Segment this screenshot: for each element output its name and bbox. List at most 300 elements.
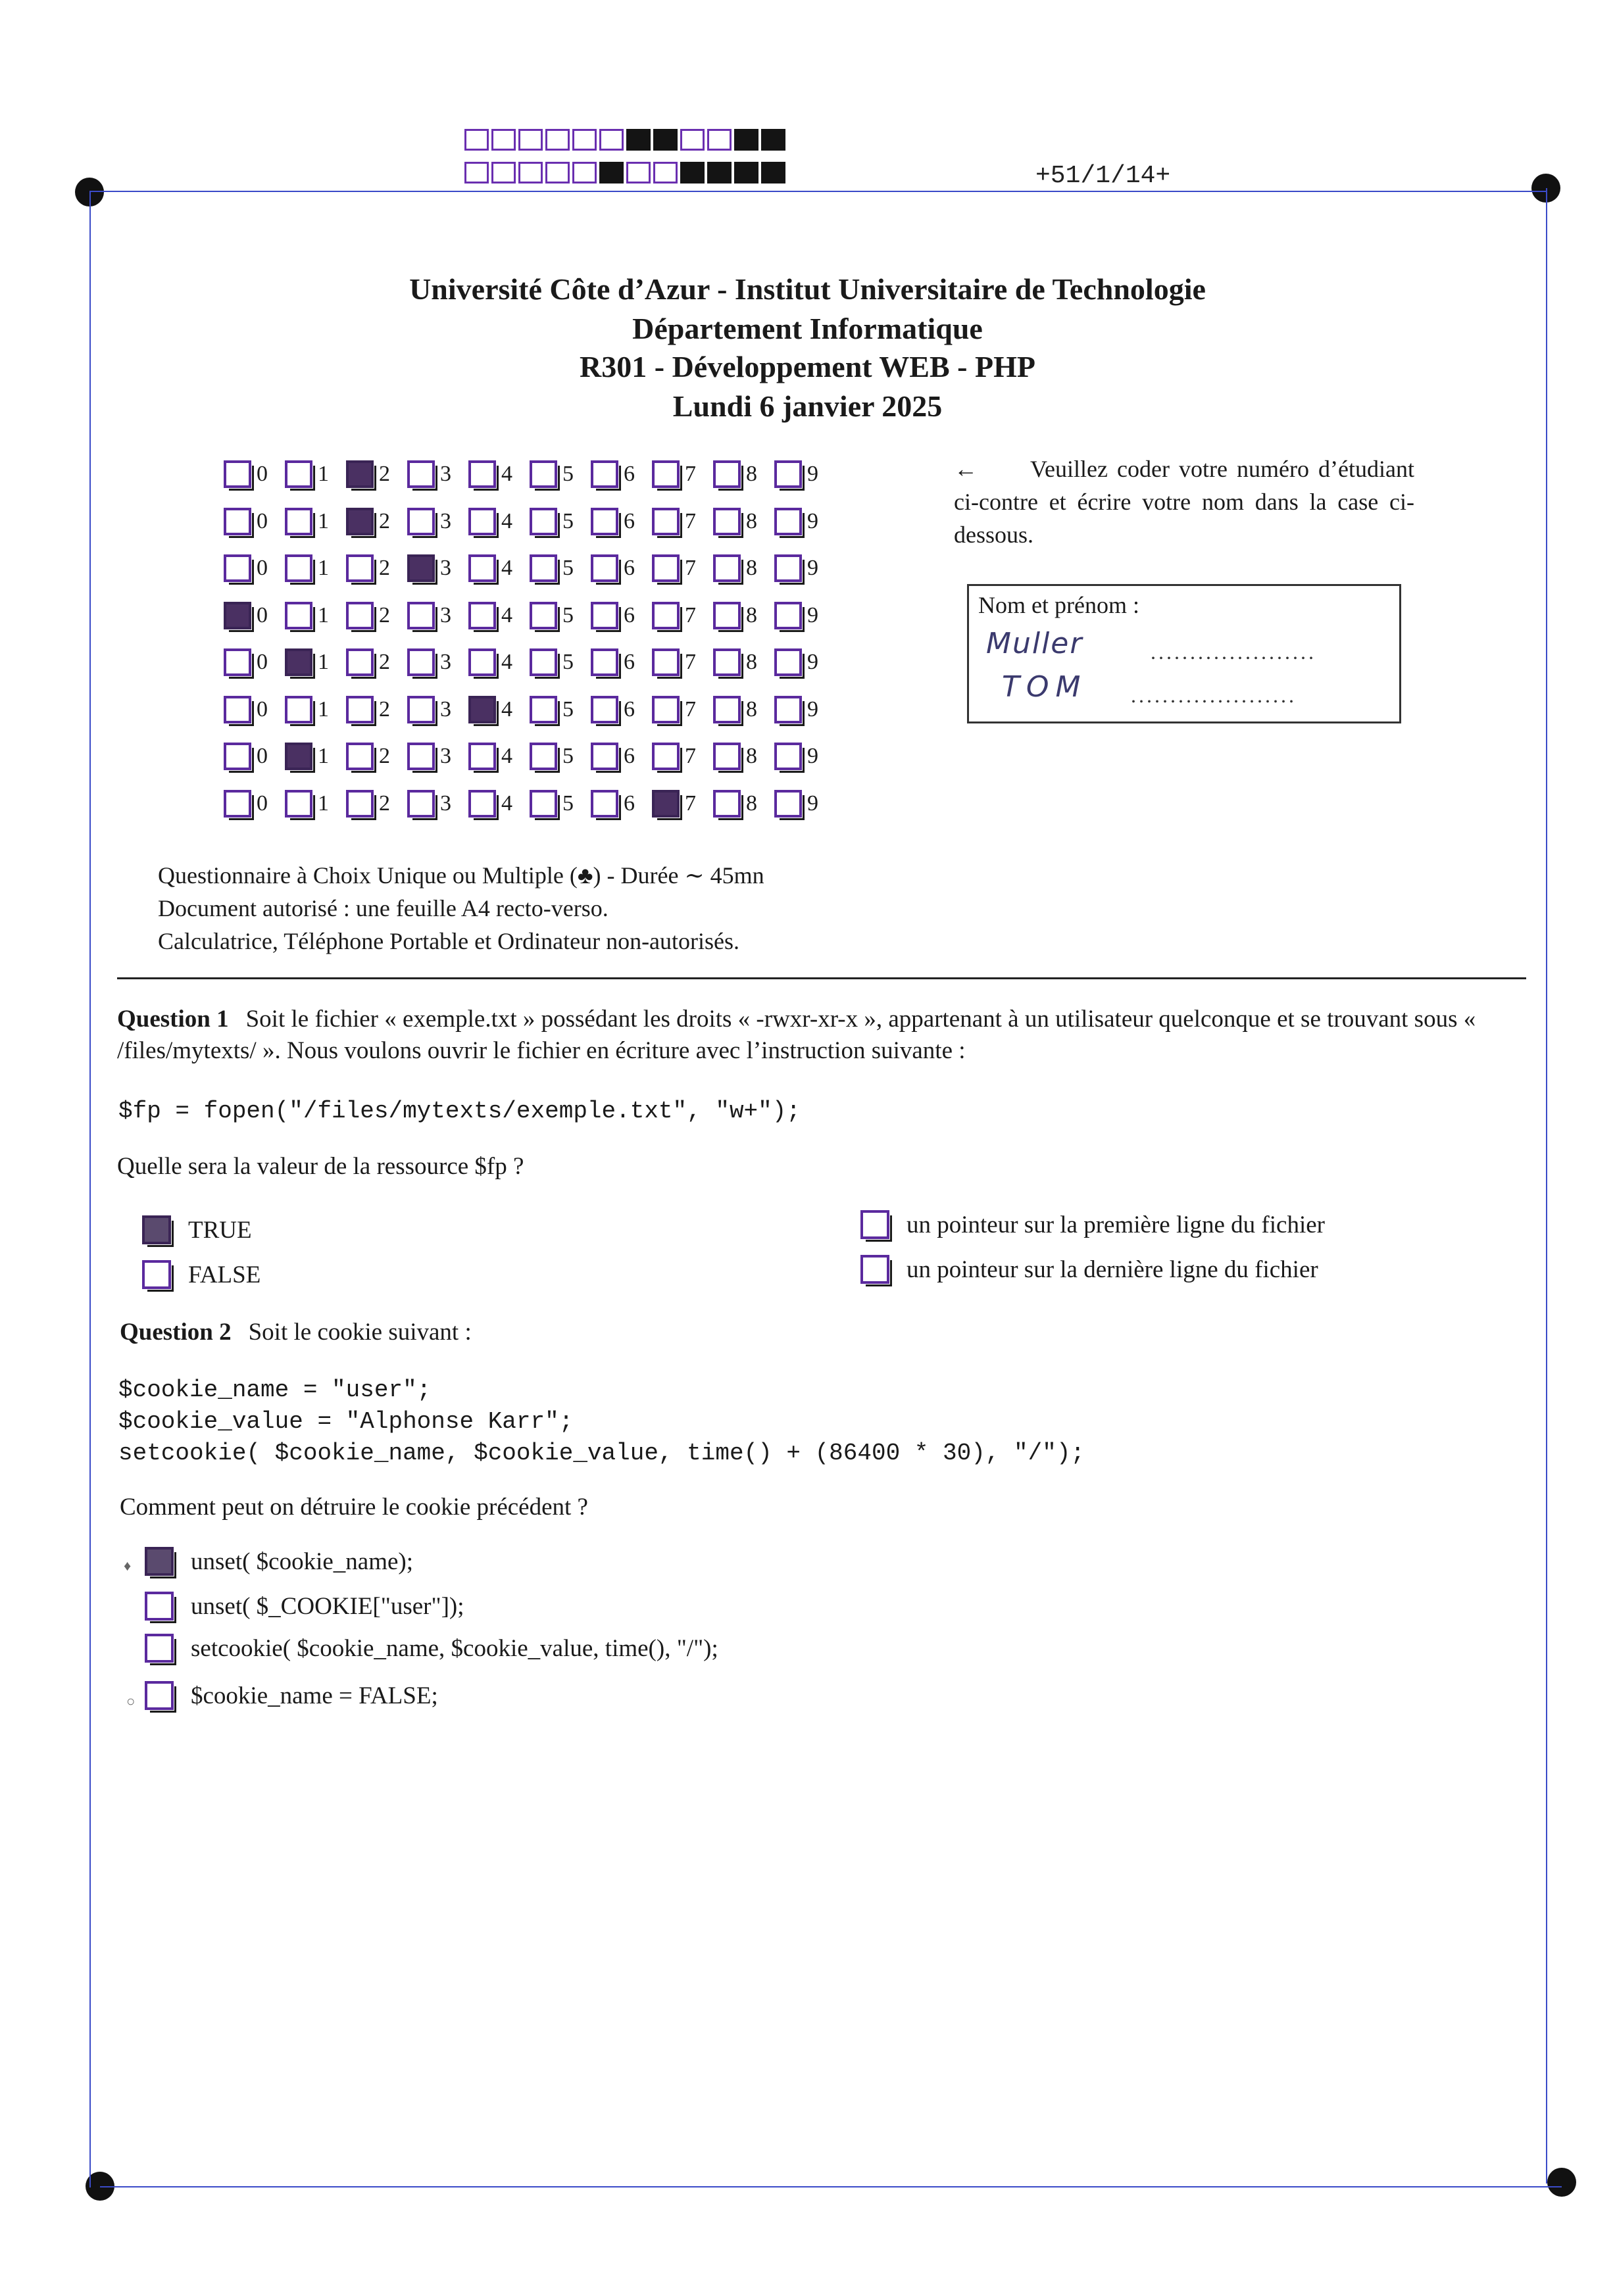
digit-checkbox[interactable] [774, 460, 802, 488]
digit-label: 9 [807, 462, 818, 486]
digit-label: 4 [501, 696, 512, 721]
digit-checkbox[interactable] [591, 790, 618, 818]
digit-option[interactable] [407, 743, 468, 770]
digit-checkbox[interactable] [591, 460, 618, 488]
digit-option[interactable] [774, 648, 835, 676]
digit-checkbox[interactable] [285, 743, 312, 770]
digit-label: 5 [562, 650, 574, 674]
q2-answer-unset-name[interactable] [145, 1547, 413, 1576]
digit-option[interactable] [285, 743, 346, 770]
digit-label: 3 [440, 650, 451, 674]
digit-option[interactable] [285, 696, 346, 723]
q2-answer-label: setcookie( $cookie_name, $cookie_value, time(), "/"); [191, 1634, 718, 1662]
digit-option[interactable] [774, 602, 835, 629]
pen-mark-icon: ♦ [124, 1557, 132, 1574]
digit-option[interactable] [713, 602, 774, 629]
digit-checkbox[interactable] [468, 602, 496, 629]
handwritten-last-name: Muller [986, 627, 1083, 660]
digit-option[interactable] [346, 648, 407, 676]
digit-option[interactable] [407, 508, 468, 535]
digit-label: 1 [318, 602, 329, 627]
digit-label: 0 [257, 791, 268, 816]
barcode-cell [680, 162, 705, 183]
digit-checkbox[interactable] [468, 743, 496, 770]
barcode-row-2 [464, 162, 788, 183]
digit-option[interactable] [285, 602, 346, 629]
meta-duration: Questionnaire à Choix Unique ou Multiple (♣) - Durée ∼ 45mn [158, 862, 764, 889]
digit-checkbox[interactable] [774, 696, 802, 723]
frame-bottom [100, 2186, 1562, 2187]
digit-label: 5 [562, 602, 574, 627]
digit-label: 6 [624, 696, 635, 721]
digit-label: 9 [807, 744, 818, 768]
digit-checkbox[interactable] [346, 696, 374, 723]
digit-checkbox[interactable] [774, 554, 802, 582]
registration-mark-bottom-right [1547, 2168, 1576, 2197]
question-1-body: Soit le fichier « exemple.txt » possédant les droits « -rwxr-xr-x », appartenant à un utilisateur quelconque et se trouvant sous « /files/mytexts/ ». Nous voulons ouvrir le fichier en écriture avec l’instruction suivante : [117, 1006, 1476, 1064]
digit-option[interactable] [346, 743, 407, 770]
digit-checkbox[interactable] [468, 790, 496, 818]
digit-label: 2 [379, 744, 390, 768]
digit-option[interactable] [285, 790, 346, 818]
digit-label: 2 [379, 462, 390, 486]
digit-option[interactable] [713, 696, 774, 723]
student-number-row [224, 595, 835, 636]
name-dots-1: ..................... [1151, 640, 1316, 664]
digit-checkbox[interactable] [346, 508, 374, 535]
digit-checkbox[interactable] [224, 790, 251, 818]
digit-label: 7 [685, 696, 696, 721]
digit-checkbox[interactable] [652, 460, 680, 488]
digit-label: 4 [501, 462, 512, 486]
digit-option[interactable] [652, 602, 713, 629]
digit-option[interactable] [468, 554, 530, 582]
question-2-code-line-3: setcookie( $cookie_name, $cookie_value, time() + (86400 * 30), "/"); [118, 1440, 1085, 1467]
student-number-row [224, 689, 835, 730]
digit-label: 7 [685, 462, 696, 486]
digit-option[interactable] [346, 508, 407, 535]
digit-checkbox[interactable] [713, 554, 741, 582]
digit-label: 3 [440, 696, 451, 721]
digit-checkbox[interactable] [713, 696, 741, 723]
digit-checkbox[interactable] [591, 508, 618, 535]
instructions-text: Veuillez coder votre numéro d’étudiant ci-contre et écrire votre nom dans la case ci-dessous. [954, 456, 1414, 548]
digit-option[interactable] [591, 648, 652, 676]
q2-checkbox-false[interactable] [145, 1681, 174, 1710]
digit-checkbox[interactable] [713, 743, 741, 770]
digit-label: 8 [746, 744, 757, 768]
digit-label: 0 [257, 696, 268, 721]
digit-checkbox[interactable] [468, 554, 496, 582]
handwritten-first-name: TOM [1002, 670, 1087, 704]
digit-option[interactable] [774, 460, 835, 488]
digit-option[interactable] [591, 696, 652, 723]
digit-label: 3 [440, 556, 451, 580]
digit-label: 8 [746, 791, 757, 816]
digit-option[interactable] [713, 790, 774, 818]
digit-option[interactable] [346, 602, 407, 629]
digit-option[interactable] [591, 602, 652, 629]
digit-checkbox[interactable] [652, 696, 680, 723]
q1-answer-false[interactable] [142, 1260, 261, 1289]
digit-checkbox[interactable] [285, 554, 312, 582]
digit-checkbox[interactable] [774, 743, 802, 770]
digit-option[interactable] [224, 790, 285, 818]
digit-option[interactable] [224, 554, 285, 582]
digit-option[interactable] [407, 460, 468, 488]
digit-checkbox[interactable] [713, 602, 741, 629]
barcode-cell [626, 129, 651, 151]
q1-answer-true[interactable] [142, 1215, 252, 1244]
q1-answer-label: un pointeur sur la première ligne du fichier [907, 1211, 1325, 1238]
digit-label: 1 [318, 791, 329, 816]
digit-checkbox[interactable] [652, 554, 680, 582]
digit-label: 5 [562, 696, 574, 721]
digit-checkbox[interactable] [713, 508, 741, 535]
barcode-cell [491, 129, 516, 151]
barcode-cell [761, 162, 785, 183]
q1-checkbox-false[interactable] [142, 1260, 171, 1289]
digit-label: 7 [685, 508, 696, 533]
digit-checkbox[interactable] [407, 602, 435, 629]
digit-checkbox[interactable] [652, 602, 680, 629]
digit-option[interactable] [774, 743, 835, 770]
barcode-cell [734, 162, 758, 183]
digit-option[interactable] [774, 790, 835, 818]
digit-option[interactable] [774, 696, 835, 723]
digit-checkbox[interactable] [407, 696, 435, 723]
digit-label: 5 [562, 791, 574, 816]
barcode-row-1 [464, 129, 788, 151]
digit-option[interactable] [530, 508, 591, 535]
barcode-cell [464, 129, 489, 151]
digit-checkbox[interactable] [224, 508, 251, 535]
q1-answer-first-line[interactable] [860, 1210, 1325, 1239]
student-number-row [224, 501, 835, 542]
digit-option[interactable] [224, 696, 285, 723]
barcode-cell [653, 129, 678, 151]
arrow-left-icon: ← [954, 456, 978, 482]
digit-label: 8 [746, 556, 757, 580]
digit-option[interactable] [346, 554, 407, 582]
q2-checkbox-unset-cookie[interactable] [145, 1592, 174, 1621]
digit-label: 1 [318, 462, 329, 486]
q2-answer-unset-cookie[interactable] [145, 1592, 464, 1621]
digit-option[interactable] [530, 790, 591, 818]
digit-checkbox[interactable] [774, 648, 802, 676]
digit-label: 7 [685, 556, 696, 580]
digit-checkbox[interactable] [468, 696, 496, 723]
q2-answer-label: unset( $cookie_name); [191, 1548, 414, 1575]
digit-option[interactable] [407, 648, 468, 676]
q1-answer-label: un pointeur sur la dernière ligne du fichier [907, 1256, 1318, 1283]
digit-label: 7 [685, 791, 696, 816]
digit-option[interactable] [530, 648, 591, 676]
q2-answer-false[interactable] [145, 1681, 438, 1710]
digit-option[interactable] [468, 743, 530, 770]
digit-option[interactable] [530, 554, 591, 582]
pen-dot-icon: ○ [126, 1693, 136, 1709]
digit-checkbox[interactable] [285, 460, 312, 488]
digit-label: 5 [562, 508, 574, 533]
digit-option[interactable] [224, 648, 285, 676]
digit-checkbox[interactable] [285, 602, 312, 629]
digit-checkbox[interactable] [591, 648, 618, 676]
digit-option[interactable] [530, 743, 591, 770]
digit-option[interactable] [285, 508, 346, 535]
digit-label: 9 [807, 556, 818, 580]
question-2-code-line-2: $cookie_value = "Alphonse Karr"; [118, 1408, 574, 1435]
digit-option[interactable] [346, 460, 407, 488]
q1-checkbox-first-line[interactable] [860, 1210, 889, 1239]
paper-id: +51/1/14+ [1035, 162, 1171, 190]
digit-label: 0 [257, 508, 268, 533]
digit-option[interactable] [407, 602, 468, 629]
digit-option[interactable] [468, 696, 530, 723]
digit-checkbox[interactable] [346, 790, 374, 818]
digit-checkbox[interactable] [652, 743, 680, 770]
barcode-cell [707, 129, 732, 151]
digit-label: 2 [379, 650, 390, 674]
digit-option[interactable] [591, 460, 652, 488]
digit-label: 9 [807, 650, 818, 674]
digit-label: 6 [624, 462, 635, 486]
digit-label: 6 [624, 650, 635, 674]
barcode-cell [599, 129, 624, 151]
digit-checkbox[interactable] [591, 696, 618, 723]
title-date: Lundi 6 janvier 2025 [672, 389, 943, 423]
digit-label: 0 [257, 744, 268, 768]
digit-option[interactable] [468, 602, 530, 629]
digit-checkbox[interactable] [346, 648, 374, 676]
digit-label: 3 [440, 508, 451, 533]
digit-label: 1 [318, 556, 329, 580]
digit-checkbox[interactable] [407, 460, 435, 488]
digit-checkbox[interactable] [652, 790, 680, 818]
digit-checkbox[interactable] [346, 743, 374, 770]
digit-label: 1 [318, 744, 329, 768]
question-1-code: $fp = fopen("/files/mytexts/exemple.txt", "w+"); [118, 1098, 801, 1125]
digit-checkbox[interactable] [530, 648, 557, 676]
digit-label: 6 [624, 508, 635, 533]
digit-label: 4 [501, 650, 512, 674]
digit-option[interactable] [468, 460, 530, 488]
q2-checkbox-setcookie[interactable] [145, 1634, 174, 1663]
digit-checkbox[interactable] [224, 602, 251, 629]
frame-top [89, 191, 1546, 192]
digit-label: 8 [746, 508, 757, 533]
digit-checkbox[interactable] [530, 790, 557, 818]
digit-option[interactable] [224, 460, 285, 488]
barcode-cell [599, 162, 624, 183]
digit-option[interactable] [652, 460, 713, 488]
digit-checkbox[interactable] [530, 460, 557, 488]
digit-option[interactable] [530, 696, 591, 723]
digit-option[interactable] [713, 554, 774, 582]
digit-option[interactable] [713, 648, 774, 676]
barcode-cell [680, 129, 705, 151]
digit-option[interactable] [285, 460, 346, 488]
digit-label: 8 [746, 462, 757, 486]
digit-checkbox[interactable] [468, 508, 496, 535]
digit-label: 0 [257, 650, 268, 674]
digit-option[interactable] [224, 602, 285, 629]
digit-option[interactable] [407, 790, 468, 818]
q2-answer-setcookie[interactable] [145, 1634, 718, 1663]
q2-answer-label: $cookie_name = FALSE; [191, 1682, 438, 1709]
question-2-code-line-1: $cookie_name = "user"; [118, 1377, 432, 1404]
digit-option[interactable] [774, 508, 835, 535]
digit-checkbox[interactable] [407, 743, 435, 770]
digit-checkbox[interactable] [224, 743, 251, 770]
digit-checkbox[interactable] [774, 790, 802, 818]
digit-checkbox[interactable] [224, 460, 251, 488]
digit-option[interactable] [407, 696, 468, 723]
digit-checkbox[interactable] [652, 648, 680, 676]
digit-option[interactable] [591, 554, 652, 582]
digit-checkbox[interactable] [468, 460, 496, 488]
digit-checkbox[interactable] [285, 790, 312, 818]
digit-option[interactable] [346, 790, 407, 818]
barcode-cell [491, 162, 516, 183]
digit-label: 8 [746, 602, 757, 627]
digit-option[interactable] [591, 508, 652, 535]
barcode-cell [572, 162, 597, 183]
digit-label: 1 [318, 508, 329, 533]
digit-option[interactable] [774, 554, 835, 582]
digit-option[interactable] [652, 743, 713, 770]
digit-option[interactable] [713, 508, 774, 535]
digit-label: 5 [562, 744, 574, 768]
digit-checkbox[interactable] [774, 602, 802, 629]
digit-label: 9 [807, 696, 818, 721]
digit-label: 3 [440, 791, 451, 816]
digit-label: 8 [746, 650, 757, 674]
q1-answer-last-line[interactable] [860, 1255, 1318, 1284]
digit-label: 2 [379, 508, 390, 533]
digit-label: 4 [501, 602, 512, 627]
q1-checkbox-last-line[interactable] [860, 1255, 889, 1284]
digit-checkbox[interactable] [407, 648, 435, 676]
student-number-row [224, 642, 835, 683]
student-number-row [224, 454, 835, 495]
meta-document: Document autorisé : une feuille A4 recto-verso. [158, 895, 609, 921]
digit-label: 5 [562, 462, 574, 486]
digit-option[interactable] [591, 743, 652, 770]
meta-devices: Calculatrice, Téléphone Portable et Ordinateur non-autorisés. [158, 928, 740, 954]
digit-checkbox[interactable] [224, 696, 251, 723]
digit-option[interactable] [713, 743, 774, 770]
question-1-text [117, 1004, 1531, 1067]
digit-option[interactable] [591, 790, 652, 818]
digit-label: 6 [624, 791, 635, 816]
name-box [967, 584, 1401, 723]
digit-checkbox[interactable] [224, 648, 251, 676]
digit-label: 9 [807, 791, 818, 816]
digit-option[interactable] [652, 554, 713, 582]
digit-checkbox[interactable] [285, 696, 312, 723]
digit-option[interactable] [713, 460, 774, 488]
barcode-cell [545, 129, 570, 151]
instructions [954, 452, 1414, 551]
digit-checkbox[interactable] [530, 508, 557, 535]
digit-checkbox[interactable] [530, 602, 557, 629]
name-dots-2: ..................... [1131, 683, 1297, 707]
digit-option[interactable] [652, 696, 713, 723]
digit-checkbox[interactable] [530, 554, 557, 582]
digit-label: 6 [624, 744, 635, 768]
digit-checkbox[interactable] [407, 554, 435, 582]
digit-option[interactable] [285, 554, 346, 582]
digit-checkbox[interactable] [530, 743, 557, 770]
digit-label: 7 [685, 602, 696, 627]
digit-checkbox[interactable] [652, 508, 680, 535]
digit-checkbox[interactable] [713, 460, 741, 488]
student-number-row [224, 548, 835, 589]
digit-checkbox[interactable] [774, 508, 802, 535]
digit-option[interactable] [652, 648, 713, 676]
digit-label: 2 [379, 602, 390, 627]
separator-rule [117, 977, 1526, 979]
digit-option[interactable] [468, 648, 530, 676]
digit-checkbox[interactable] [346, 460, 374, 488]
digit-option[interactable] [652, 790, 713, 818]
digit-checkbox[interactable] [285, 508, 312, 535]
digit-checkbox[interactable] [591, 554, 618, 582]
digit-checkbox[interactable] [713, 648, 741, 676]
digit-checkbox[interactable] [224, 554, 251, 582]
digit-checkbox[interactable] [407, 508, 435, 535]
title-course: R301 - Développement WEB - PHP [580, 350, 1035, 383]
digit-option[interactable] [407, 554, 468, 582]
digit-checkbox[interactable] [346, 554, 374, 582]
digit-label: 5 [562, 556, 574, 580]
q2-checkbox-unset-name[interactable] [145, 1547, 174, 1576]
digit-option[interactable] [468, 508, 530, 535]
digit-option[interactable] [530, 460, 591, 488]
digit-checkbox[interactable] [591, 602, 618, 629]
digit-checkbox[interactable] [346, 602, 374, 629]
digit-option[interactable] [652, 508, 713, 535]
digit-option[interactable] [224, 508, 285, 535]
barcode-cell [518, 129, 543, 151]
digit-checkbox[interactable] [407, 790, 435, 818]
digit-checkbox[interactable] [530, 696, 557, 723]
digit-checkbox[interactable] [468, 648, 496, 676]
digit-checkbox[interactable] [713, 790, 741, 818]
frame-right [1546, 188, 1547, 2184]
digit-label: 3 [440, 602, 451, 627]
digit-label: 1 [318, 696, 329, 721]
question-2-body: Soit le cookie suivant : [248, 1319, 472, 1346]
digit-label: 4 [501, 744, 512, 768]
digit-option[interactable] [285, 648, 346, 676]
question-1-prompt: Quelle sera la valeur de la ressource $fp ? [117, 1153, 524, 1180]
digit-label: 9 [807, 602, 818, 627]
question-2-text [120, 1317, 1534, 1348]
digit-label: 2 [379, 556, 390, 580]
digit-label: 4 [501, 508, 512, 533]
digit-option[interactable] [530, 602, 591, 629]
digit-option[interactable] [468, 790, 530, 818]
digit-checkbox[interactable] [591, 743, 618, 770]
digit-checkbox[interactable] [285, 648, 312, 676]
digit-option[interactable] [346, 696, 407, 723]
q1-checkbox-true[interactable] [142, 1215, 171, 1244]
digit-option[interactable] [224, 743, 285, 770]
digit-label: 0 [257, 602, 268, 627]
barcode-cell [626, 162, 651, 183]
